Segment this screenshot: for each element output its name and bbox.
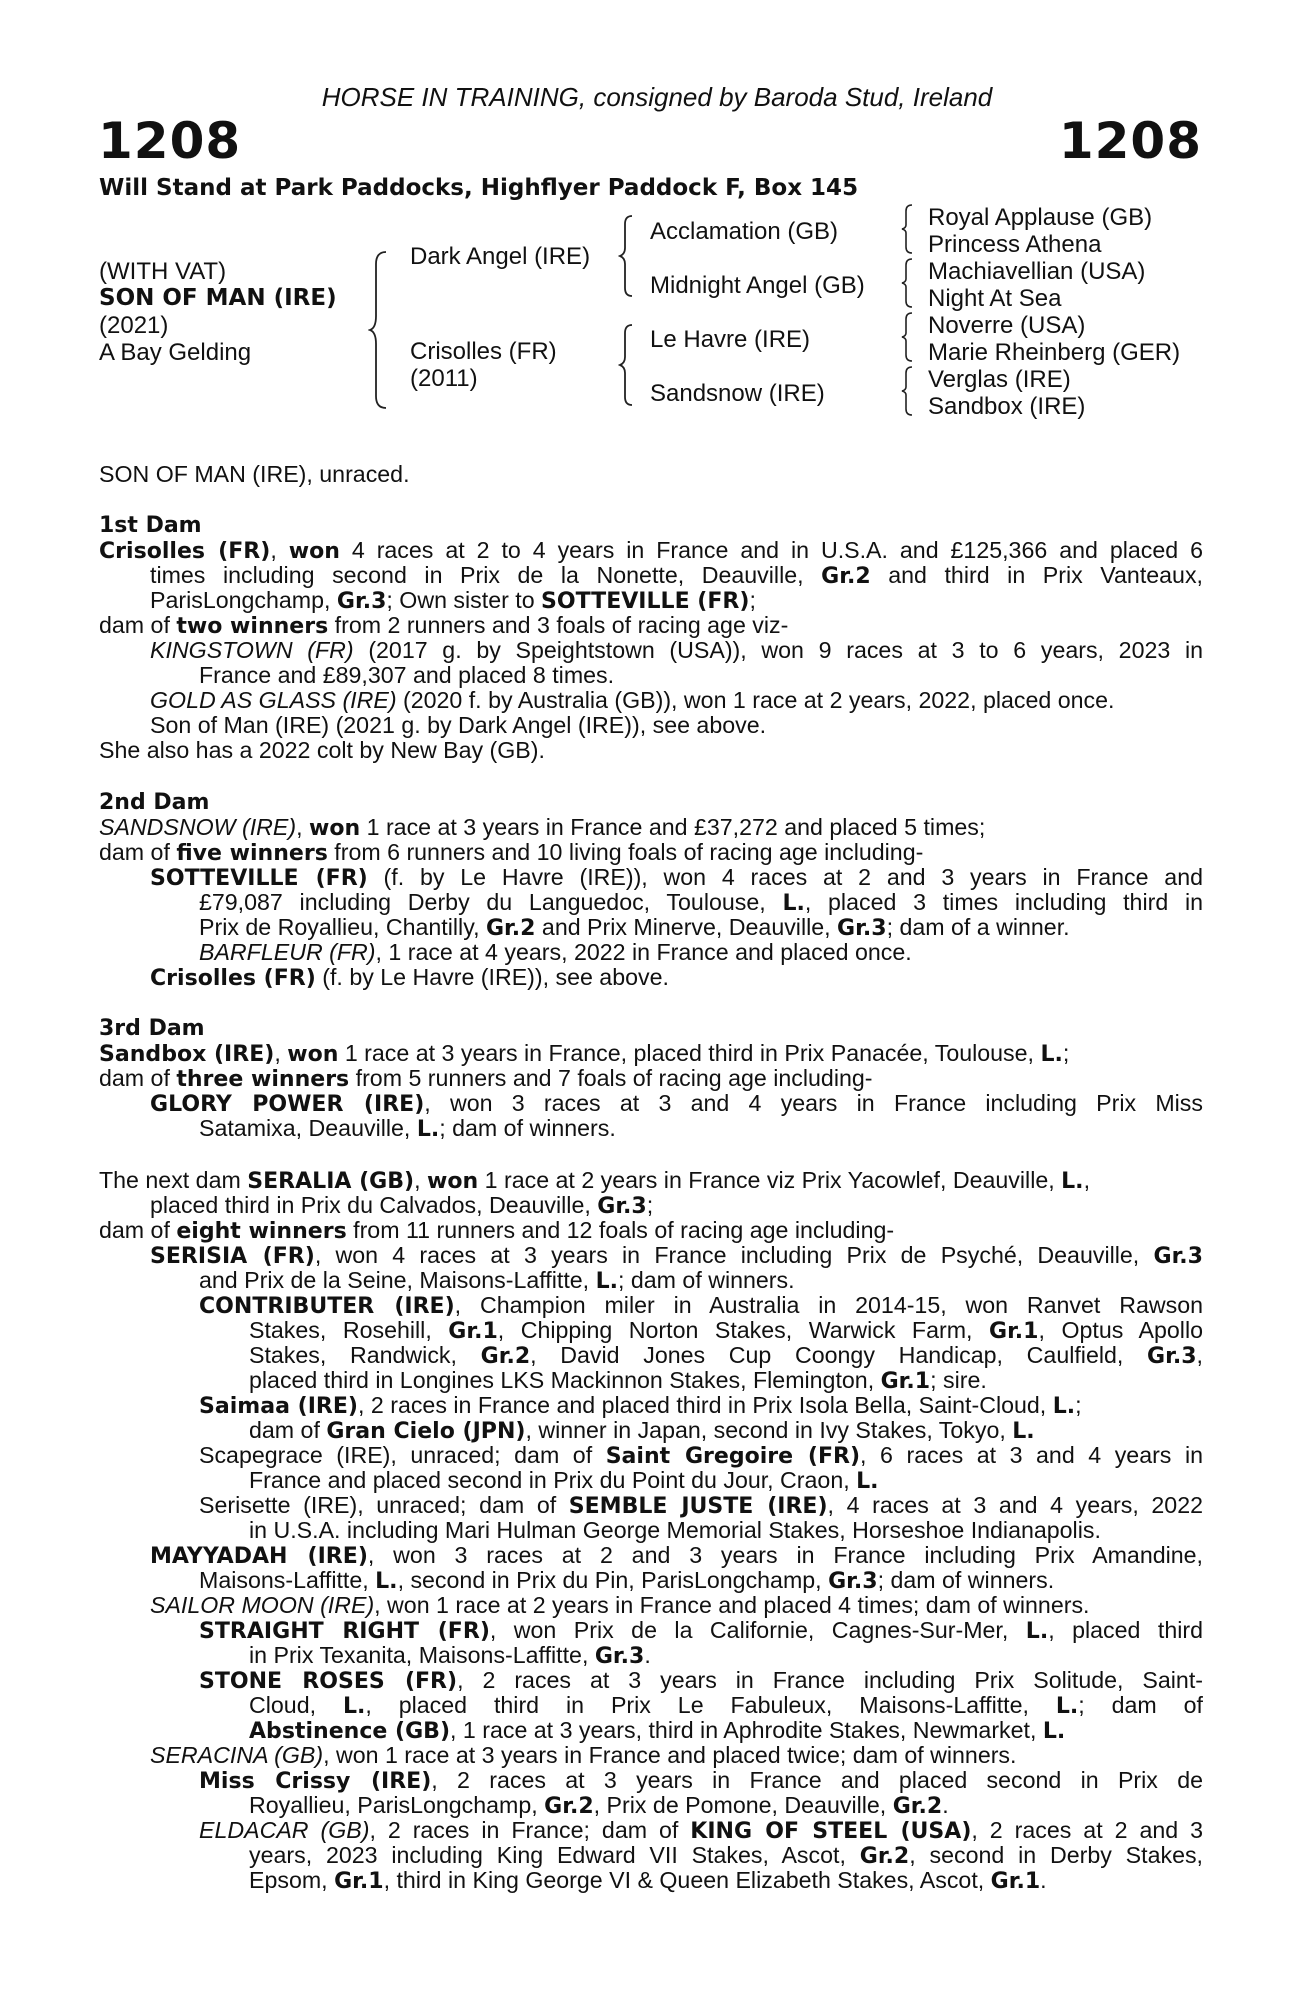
next-dam-line-21: STONE ROSES (FR), 2 races at 3 years in France including Prix Solitude, Saint-: [199, 1667, 1203, 1694]
first-dam-line-5: KINGSTOWN (FR) (2017 g. by Speightstown (USA)), won 9 races at 3 to 6 years, 2023 in: [150, 637, 1203, 663]
horse-description: A Bay Gelding: [99, 339, 252, 366]
vat-note: (WITH VAT): [99, 258, 227, 285]
next-dam-line-2: placed third in Prix du Calvados, Deauville, Gr.3;: [150, 1192, 654, 1219]
first-dam-line-9: She also has a 2022 colt by New Bay (GB).: [99, 737, 545, 763]
second-dam-line-4: £79,087 including Derby du Languedoc, Toulouse, L., placed 3 times including third in: [199, 889, 1204, 916]
summary-line: SON OF MAN (IRE), unraced.: [99, 461, 410, 487]
lot-number-left: 1208: [98, 112, 242, 170]
next-dam-line-6: CONTRIBUTER (IRE), Champion miler in Australia in 2014-15, won Ranvet Rawson: [199, 1292, 1203, 1319]
next-dam-line-29: Epsom, Gr.1, third in King George VI & Queen Elizabeth Stakes, Ascot, Gr.1.: [249, 1867, 1047, 1894]
horse-name: SON OF MAN (IRE): [99, 285, 337, 311]
second-dam-line-7: Crisolles (FR) (f. by Le Havre (IRE)), see above.: [150, 964, 669, 991]
sire-dam: Midnight Angel (GB): [650, 272, 865, 299]
first-dam-line-7: GOLD AS GLASS (IRE) (2020 f. by Australia (GB)), won 1 race at 2 years, 2022, placed once.: [150, 687, 1115, 713]
brace-g1: [900, 203, 916, 255]
next-dam-line-18: SAILOR MOON (IRE), won 1 race at 2 years in France and placed 4 times; dam of winners.: [150, 1592, 1090, 1618]
second-dam-line-3: SOTTEVILLE (FR) (f. by Le Havre (IRE)), won 4 races at 2 and 3 years in France and: [150, 864, 1203, 891]
first-dam-line-4: dam of two winners from 2 runners and 3 foals of racing age viz-: [99, 612, 789, 639]
second-dam-line-2: dam of five winners from 6 runners and 10 living foals of racing age including-: [99, 839, 924, 866]
third-dam-line-2: dam of three winners from 5 runners and 7 foals of racing age including-: [99, 1065, 873, 1092]
second-dam-line-6: BARFLEUR (FR), 1 race at 4 years, 2022 in France and placed once.: [199, 939, 912, 965]
next-dam-line-13: France and placed second in Prix du Point du Jour, Craon, L.: [249, 1467, 879, 1494]
brace-g3: [900, 311, 916, 363]
next-dam-line-23: Abstinence (GB), 1 race at 3 years, third in Aphrodite Stakes, Newmarket, L.: [249, 1717, 1066, 1744]
grandparent-3: Machiavellian (USA): [928, 258, 1146, 285]
dam-sire: Le Havre (IRE): [650, 326, 811, 353]
next-dam-line-24: SERACINA (GB), won 1 race at 3 years in France and placed twice; dam of winners.: [150, 1742, 1017, 1768]
second-dam-line-5: Prix de Royallieu, Chantilly, Gr.2 and Prix Minerve, Deauville, Gr.3; dam of a winner.: [199, 914, 1070, 941]
next-dam-line-10: Saimaa (IRE), 2 races in France and placed third in Prix Isola Bella, Saint-Cloud, L.;: [199, 1392, 1082, 1419]
third-dam-line-1: Sandbox (IRE), won 1 race at 3 years in France, placed third in Prix Panacée, Toulouse, L.;: [99, 1040, 1070, 1067]
brace-main: [368, 250, 392, 410]
grandparent-6: Marie Rheinberg (GER): [928, 339, 1181, 366]
sire: Dark Angel (IRE): [410, 243, 591, 270]
next-dam-line-3: dam of eight winners from 11 runners and 12 foals of racing age including-: [99, 1217, 895, 1244]
grandparent-1: Royal Applause (GB): [928, 204, 1153, 231]
next-dam-line-9: placed third in Longines LKS Mackinnon Stakes, Flemington, Gr.1; sire.: [249, 1367, 987, 1394]
first-dam-heading: 1st Dam: [99, 513, 202, 538]
first-dam-line-3: ParisLongchamp, Gr.3; Own sister to SOTTEVILLE (FR);: [150, 587, 756, 614]
dam-dam: Sandsnow (IRE): [650, 380, 825, 407]
first-dam-line-6: France and £89,307 and placed 8 times.: [199, 662, 615, 688]
grandparent-8: Sandbox (IRE): [928, 393, 1086, 420]
next-dam-line-16: MAYYADAH (IRE), won 3 races at 2 and 3 years in France including Prix Amandine,: [150, 1542, 1204, 1569]
sire-sire: Acclamation (GB): [650, 218, 839, 245]
third-dam-heading: 3rd Dam: [99, 1016, 205, 1041]
next-dam-line-12: Scapegrace (IRE), unraced; dam of Saint Gregoire (FR), 6 races at 3 and 4 years in: [199, 1442, 1203, 1469]
grandparent-4: Night At Sea: [928, 285, 1062, 312]
brace-sire: [618, 214, 636, 298]
horse-year: (2021): [99, 312, 169, 339]
next-dam-line-26: Royallieu, ParisLongchamp, Gr.2, Prix de Pomone, Deauville, Gr.2.: [249, 1792, 949, 1819]
third-dam-line-4: Satamixa, Deauville, L.; dam of winners.: [199, 1115, 616, 1142]
brace-dam: [618, 323, 636, 407]
dam-year: (2011): [410, 365, 478, 392]
second-dam-line-1: SANDSNOW (IRE), won 1 race at 3 years in France and £37,272 and placed 5 times;: [99, 814, 986, 841]
consignment-line: HORSE IN TRAINING, consigned by Baroda Stud, Ireland: [321, 82, 993, 112]
stand-location: Will Stand at Park Paddocks, Highflyer Paddock F, Box 145: [99, 175, 859, 201]
second-dam-heading: 2nd Dam: [99, 790, 210, 815]
brace-g4: [900, 365, 916, 417]
grandparent-5: Noverre (USA): [928, 312, 1086, 339]
next-dam-line-1: The next dam SERALIA (GB), won 1 race at 2 years in France viz Prix Yacowlef, Deauville, L.,: [99, 1167, 1091, 1194]
next-dam-line-15: in U.S.A. including Mari Hulman George Memorial Stakes, Horseshoe Indianapolis.: [249, 1517, 1101, 1543]
next-dam-line-25: Miss Crissy (IRE), 2 races at 3 years in France and placed second in Prix de: [199, 1767, 1203, 1794]
next-dam-line-20: in Prix Texanita, Maisons-Laffitte, Gr.3.: [249, 1642, 651, 1669]
grandparent-2: Princess Athena: [928, 231, 1102, 258]
lot-number-right: 1208: [1058, 112, 1202, 170]
first-dam-line-2: times including second in Prix de la Nonette, Deauville, Gr.2 and third in Prix Vanteaux,: [150, 562, 1203, 589]
next-dam-line-11: dam of Gran Cielo (JPN), winner in Japan, second in Ivy Stakes, Tokyo, L.: [249, 1417, 1035, 1444]
next-dam-line-22: Cloud, L., placed third in Prix Le Fabuleux, Maisons-Laffitte, L.; dam of: [249, 1692, 1203, 1719]
next-dam-line-19: STRAIGHT RIGHT (FR), won Prix de la Californie, Cagnes-Sur-Mer, L., placed third: [199, 1617, 1203, 1644]
next-dam-line-4: SERISIA (FR), won 4 races at 3 years in France including Prix de Psyché, Deauville, Gr.3: [150, 1242, 1203, 1269]
next-dam-line-27: ELDACAR (GB), 2 races in France; dam of KING OF STEEL (USA), 2 races at 2 and 3: [199, 1817, 1203, 1844]
brace-g2: [900, 257, 916, 309]
next-dam-line-28: years, 2023 including King Edward VII Stakes, Ascot, Gr.2, second in Derby Stakes,: [249, 1842, 1203, 1869]
grandparent-7: Verglas (IRE): [928, 366, 1071, 393]
first-dam-line-1: Crisolles (FR), won 4 races at 2 to 4 years in France and in U.S.A. and £125,366 and placed 6: [99, 537, 1203, 564]
next-dam-line-7: Stakes, Rosehill, Gr.1, Chipping Norton Stakes, Warwick Farm, Gr.1, Optus Apollo: [249, 1317, 1203, 1344]
next-dam-line-8: Stakes, Randwick, Gr.2, David Jones Cup Coongy Handicap, Caulfield, Gr.3,: [249, 1342, 1203, 1369]
dam: Crisolles (FR): [410, 338, 557, 365]
next-dam-line-14: Serisette (IRE), unraced; dam of SEMBLE JUSTE (IRE), 4 races at 3 and 4 years, 2022: [199, 1492, 1203, 1519]
next-dam-line-5: and Prix de la Seine, Maisons-Laffitte, L.; dam of winners.: [199, 1267, 795, 1294]
first-dam-line-8: Son of Man (IRE) (2021 g. by Dark Angel (IRE)), see above.: [150, 712, 767, 738]
next-dam-line-17: Maisons-Laffitte, L., second in Prix du Pin, ParisLongchamp, Gr.3; dam of winners.: [199, 1567, 1055, 1594]
third-dam-line-3: GLORY POWER (IRE), won 3 races at 3 and 4 years in France including Prix Miss: [150, 1090, 1203, 1117]
